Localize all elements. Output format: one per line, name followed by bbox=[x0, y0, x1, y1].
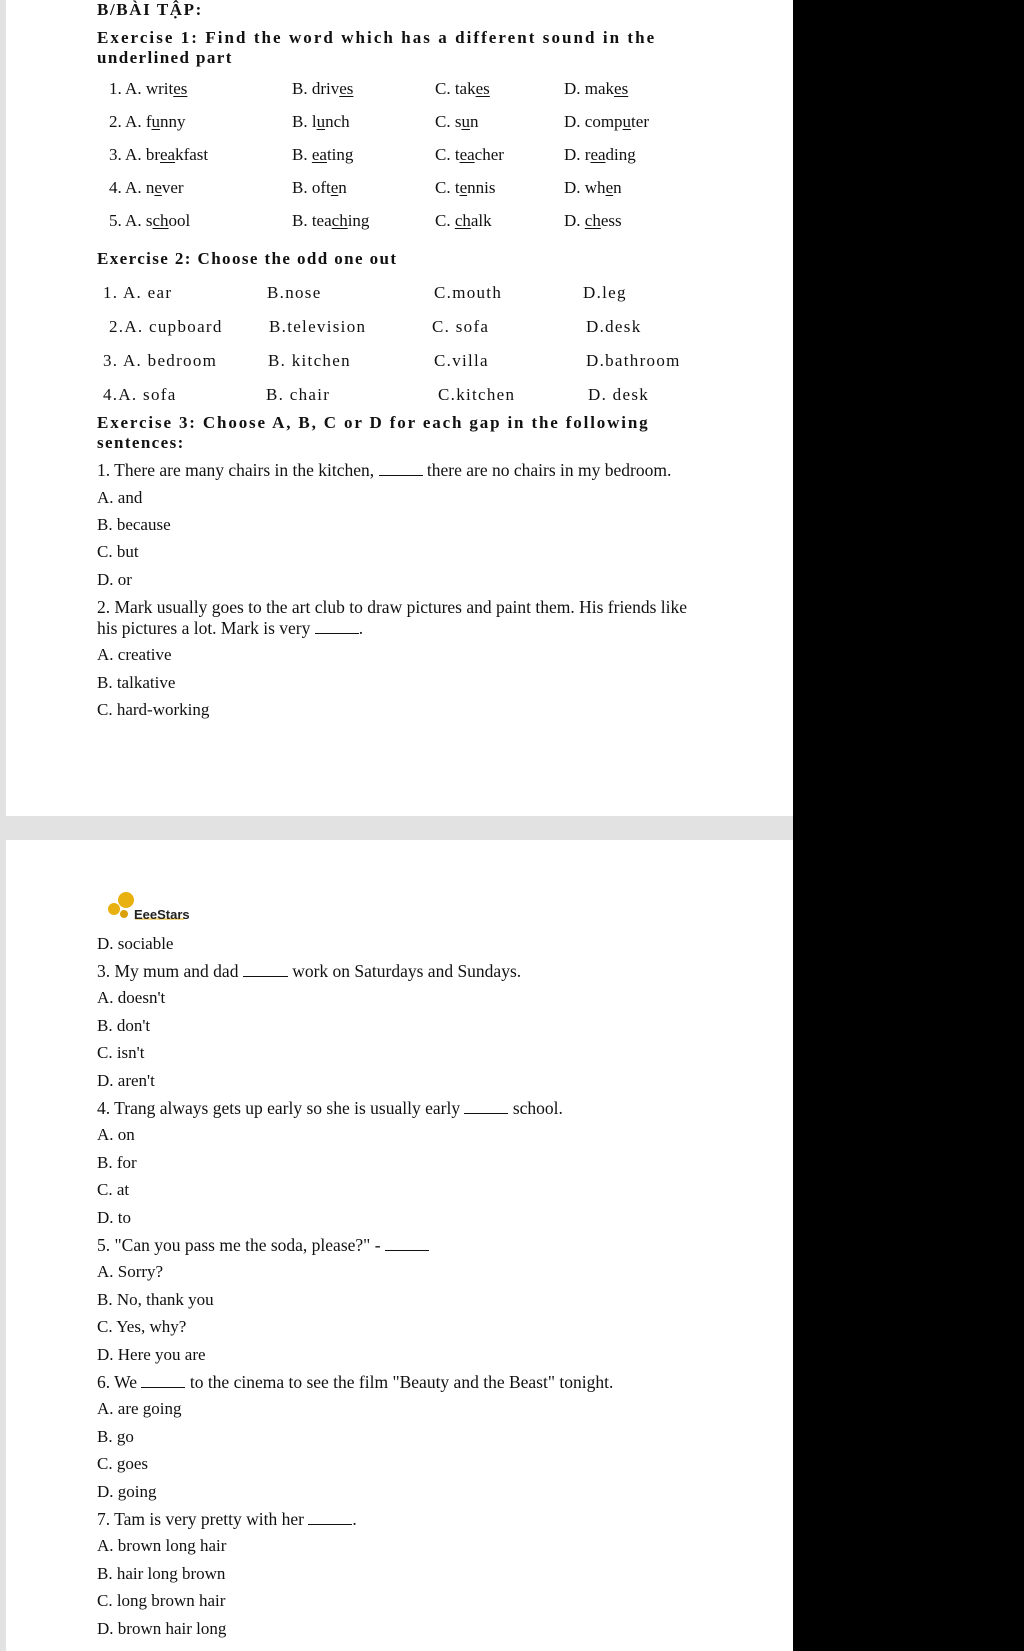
q2-option-b: B. talkative bbox=[97, 673, 176, 692]
ex2-item-4-b: B. chair bbox=[266, 385, 331, 404]
ex1-item-4-d: D. when bbox=[564, 178, 622, 197]
ex2-item-4-d: D. desk bbox=[588, 385, 650, 404]
ex2-item-4-a: 4.A. sofa bbox=[103, 385, 177, 404]
underlined-part: ch bbox=[331, 211, 348, 230]
answer-blank bbox=[315, 619, 359, 634]
ex2-item-4-c: C.kitchen bbox=[438, 385, 516, 404]
underlined-part: ea bbox=[459, 145, 475, 164]
ex1-item-2-c: C. sun bbox=[435, 112, 479, 131]
ex1-item-1-d: D. makes bbox=[564, 79, 629, 98]
worksheet-page-1 bbox=[0, 0, 793, 826]
underlined-part: ch bbox=[454, 211, 471, 230]
underlined-part: es bbox=[173, 79, 188, 98]
q1-option-d: D. or bbox=[97, 570, 132, 589]
ex2-item-3-b: B. kitchen bbox=[268, 351, 351, 370]
underlined-part: ea bbox=[590, 145, 606, 164]
ex1-item-3-c: C. teacher bbox=[435, 145, 504, 164]
underlined-part: es bbox=[475, 79, 490, 98]
ex1-item-4-c: C. tennis bbox=[435, 178, 496, 197]
question-2-line2: his pictures a lot. Mark is very . bbox=[97, 618, 364, 638]
underlined-part: u bbox=[461, 112, 470, 131]
underlined-part: e bbox=[330, 178, 339, 197]
ex1-item-3-a: 3. A. breakfast bbox=[109, 145, 209, 164]
q3-option-b: B. don't bbox=[97, 1016, 151, 1035]
ex2-item-3-c: C.villa bbox=[434, 351, 489, 370]
ex2-item-1-d: D.leg bbox=[583, 283, 627, 302]
ex1-item-3-d: D. reading bbox=[564, 145, 636, 164]
q4-option-b: B. for bbox=[97, 1153, 137, 1172]
ex1-item-4-a: 4. A. never bbox=[109, 178, 184, 197]
question-2-line1: 2. Mark usually goes to the art club to draw pictures and paint them. His friends like bbox=[97, 597, 688, 617]
q7-option-a: A. brown long hair bbox=[97, 1536, 227, 1555]
q6-option-a: A. are going bbox=[97, 1399, 182, 1418]
q1-option-c: C. but bbox=[97, 542, 139, 561]
underlined-part: es bbox=[614, 79, 629, 98]
ex1-item-2-a: 2. A. funny bbox=[109, 112, 186, 131]
exercise1-title-line1: Exercise 1: Find the word which has a different sound in the bbox=[97, 28, 657, 47]
underlined-part: e bbox=[154, 178, 162, 197]
ex1-item-5-b: B. teaching bbox=[292, 211, 370, 230]
question-5: 5. "Can you pass me the soda, please?" - bbox=[97, 1235, 429, 1256]
underlined-part: e bbox=[459, 178, 468, 197]
q4-option-a: A. on bbox=[97, 1125, 135, 1144]
ex1-item-5-a: 5. A. school bbox=[109, 211, 191, 230]
exercise2-title: Exercise 2: Choose the odd one out bbox=[97, 249, 398, 268]
underlined-part: u bbox=[316, 112, 326, 131]
q6-option-b: B. go bbox=[97, 1427, 134, 1446]
ex1-item-2-b: B. lunch bbox=[292, 112, 350, 131]
ex2-item-3-a: 3. A. bedroom bbox=[103, 351, 218, 370]
ex2-item-1-c: C.mouth bbox=[434, 283, 503, 302]
q3-option-d: D. aren't bbox=[97, 1071, 155, 1090]
q7-option-c: C. long brown hair bbox=[97, 1591, 226, 1610]
q2-option-c: C. hard-working bbox=[97, 700, 210, 719]
q1-option-b: B. because bbox=[97, 515, 171, 534]
q1-option-a: A. and bbox=[97, 488, 143, 507]
answer-blank bbox=[243, 962, 288, 977]
answer-blank bbox=[379, 461, 423, 476]
question-4: 4. Trang always gets up early so she is usually early school. bbox=[97, 1098, 563, 1118]
ex1-item-5-d: D. chess bbox=[564, 211, 622, 230]
ex2-item-2-c: C. sofa bbox=[432, 317, 490, 336]
q2-option-a: A. creative bbox=[97, 645, 172, 664]
ex2-item-2-a: 2.A. cupboard bbox=[109, 317, 223, 336]
question-1: 1. There are many chairs in the kitchen, there are no chairs in my bedroom. bbox=[97, 460, 672, 480]
underlined-part: es bbox=[339, 79, 354, 98]
q6-option-d: D. going bbox=[97, 1482, 157, 1501]
q5-option-d: D. Here you are bbox=[97, 1345, 206, 1364]
underlined-part: ch bbox=[584, 211, 601, 230]
q7-option-b: B. hair long brown bbox=[97, 1564, 226, 1583]
ex2-item-1-a: 1. A. ear bbox=[103, 283, 173, 302]
q2-option-d: D. sociable bbox=[97, 934, 174, 953]
ex2-item-1-b: B.nose bbox=[267, 283, 322, 302]
q6-option-c: C. goes bbox=[97, 1454, 148, 1473]
ex1-item-3-b: B. eating bbox=[292, 145, 354, 164]
q3-option-c: C. isn't bbox=[97, 1043, 145, 1062]
ex1-item-5-c: C. chalk bbox=[435, 211, 492, 230]
q5-option-b: B. No, thank you bbox=[97, 1290, 214, 1309]
underlined-part: ch bbox=[152, 211, 169, 230]
q4-option-c: C. at bbox=[97, 1180, 130, 1199]
logo-text: EeeStars bbox=[134, 907, 190, 922]
ex1-item-4-b: B. often bbox=[292, 178, 347, 197]
page-heading: B/BÀI TẬP: bbox=[97, 0, 203, 19]
page-separator bbox=[0, 826, 793, 840]
answer-blank bbox=[464, 1099, 508, 1114]
underlined-part: ea bbox=[160, 145, 176, 164]
ex2-item-2-d: D.desk bbox=[586, 317, 642, 336]
answer-blank bbox=[308, 1510, 352, 1525]
ex2-item-2-b: B.television bbox=[269, 317, 367, 336]
ex1-item-1-c: C. takes bbox=[435, 79, 490, 98]
answer-blank bbox=[385, 1236, 429, 1251]
underlined-part: u bbox=[622, 112, 632, 131]
question-3: 3. My mum and dad work on Saturdays and Sundays. bbox=[97, 961, 522, 981]
q7-option-d: D. brown hair long bbox=[97, 1619, 227, 1638]
question-6: 6. We to the cinema to see the film "Beauty and the Beast" tonight. bbox=[97, 1372, 614, 1392]
underlined-part: u bbox=[151, 112, 160, 131]
ex1-item-1-a: 1. A. writes bbox=[109, 79, 188, 98]
answer-blank bbox=[141, 1373, 185, 1388]
exercise3-title-line2: sentences: bbox=[97, 433, 185, 452]
underlined-part: e bbox=[605, 178, 614, 197]
exercise1-title-line2: underlined part bbox=[97, 48, 233, 67]
q3-option-a: A. doesn't bbox=[97, 988, 166, 1007]
ex1-item-2-d: D. computer bbox=[564, 112, 649, 131]
q5-option-c: C. Yes, why? bbox=[97, 1317, 187, 1336]
ex1-item-1-b: B. drives bbox=[292, 79, 354, 98]
ex2-item-3-d: D.bathroom bbox=[586, 351, 681, 370]
q4-option-d: D. to bbox=[97, 1208, 131, 1227]
exercise3-title-line1: Exercise 3: Choose A, B, C or D for each gap in the following bbox=[97, 413, 650, 432]
underlined-part: ea bbox=[311, 145, 327, 164]
q5-option-a: A. Sorry? bbox=[97, 1262, 164, 1281]
question-7: 7. Tam is very pretty with her . bbox=[97, 1509, 357, 1529]
